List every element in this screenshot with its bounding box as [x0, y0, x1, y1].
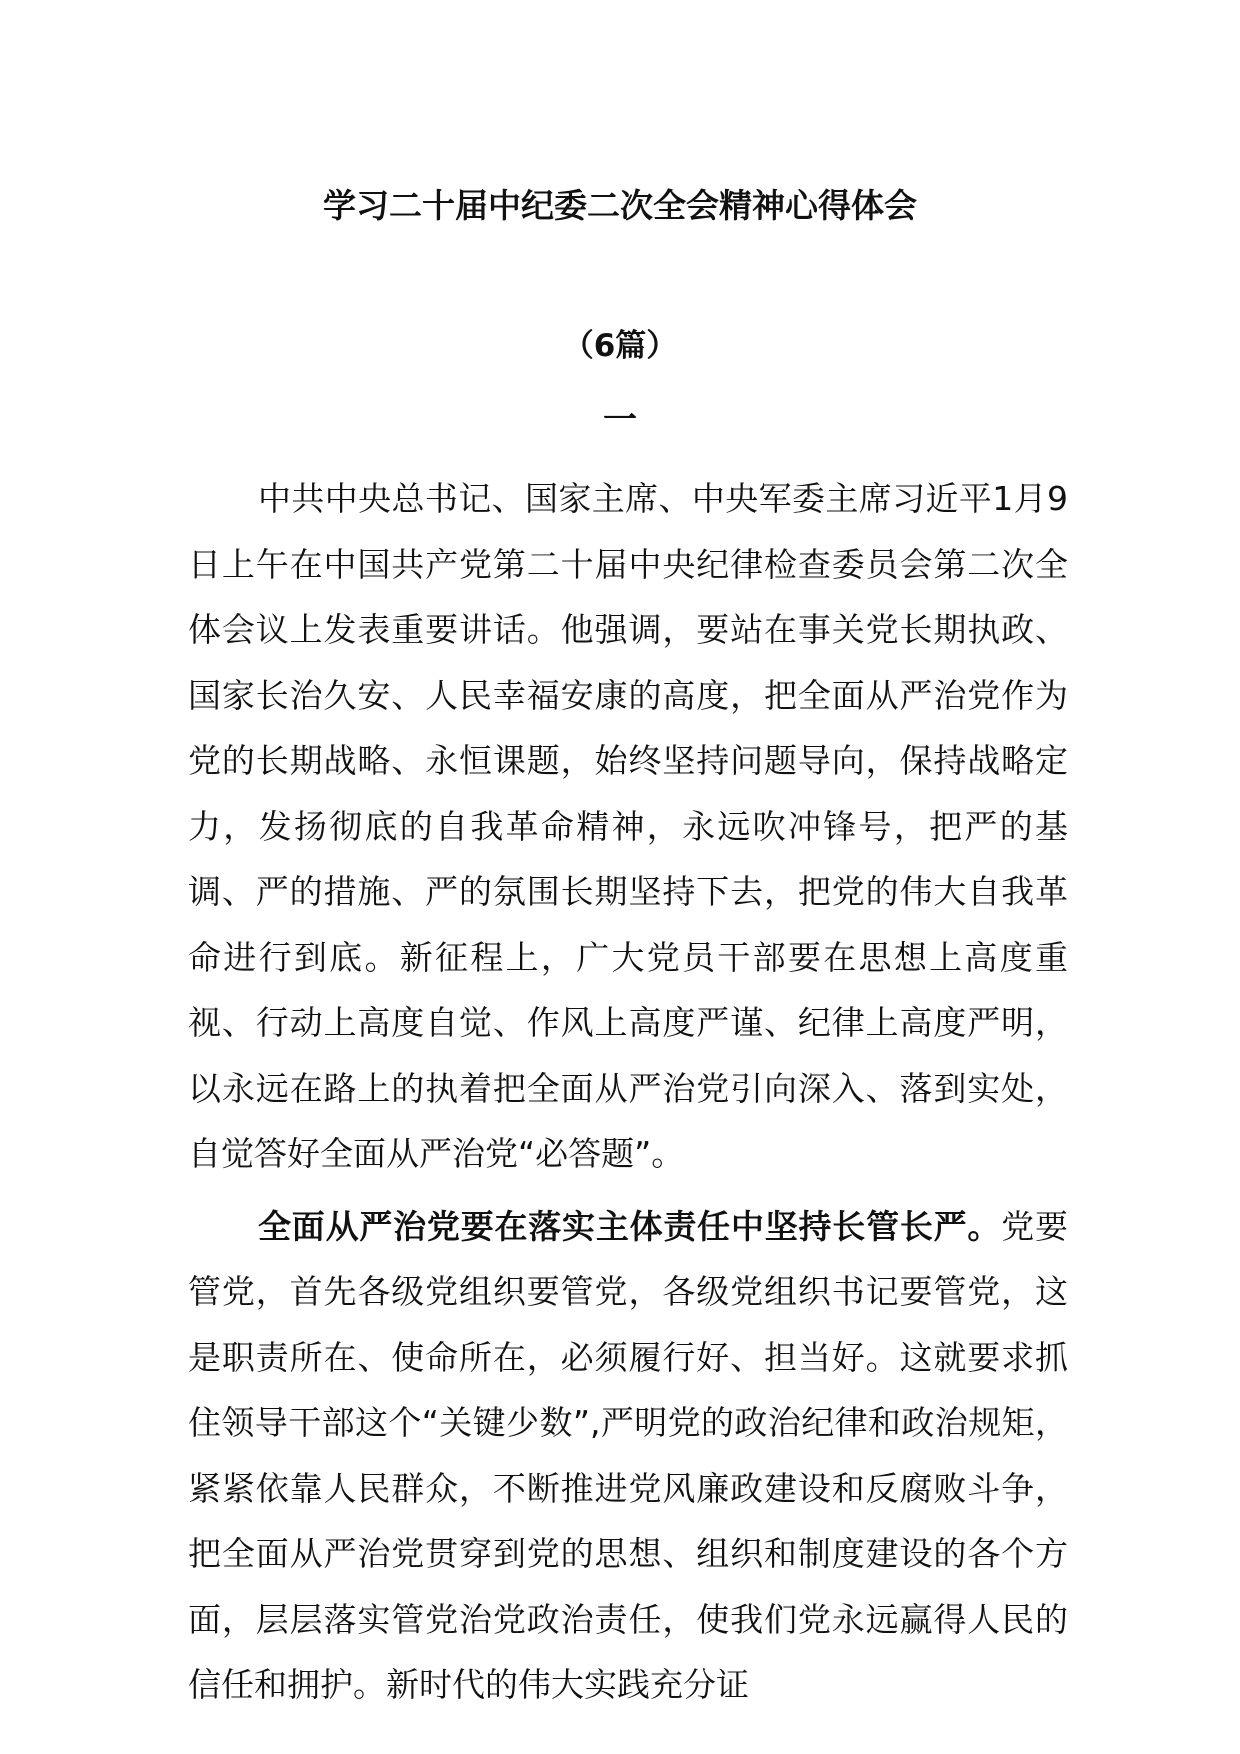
paragraph-1 [188, 466, 1068, 1187]
document-body [188, 466, 1068, 1718]
document-title: 学习二十届中纪委二次全会精神心得体会 [323, 186, 917, 225]
paragraph-2-lead: 全面从严治党要在落实主体责任中坚持长管长严。 [258, 1206, 1002, 1246]
paragraph-2 [188, 1194, 1068, 1718]
section-number: 一 [603, 400, 637, 440]
paragraph-1-text: 中共中央总书记、国家主席、中央军委主席习近平1月9日上午在中国共产党第二十届中央纪律检查委员会第二次全体会议上发表重要讲话。他强调，要站在事关党长期执政、国家长治久安、人民幸福安康的高度，把全面从严治党作为党的长期战略、永恒课题，始终坚持问题导向，保持战略定力，发扬彻底的自我革命精神，永远吹冲锋号，把严的基调、严的措施、严的氛围长期坚持下去，把党的伟大自我革命进行到底。新征程上，广大党员干部要在思想上高度重视、行动上高度自觉、作风上高度严谨、纪律上高度严明，以永远在路上的执着把全面从严治党引向深入、落到实处，自觉答好全面从严治党“必答题”。 [188, 479, 1068, 1173]
paragraph-2-text: 党要管党，首先各级党组织要管党，各级党组织书记要管党，这是职责所在、使命所在，必须履行好、担当好。这就要求抓住领导干部这个“关键少数”,严明党的政治纪律和政治规矩，紧紧依靠人民群众，不断推进党风廉政建设和反腐败斗争，把全面从严治党贯穿到党的思想、组织和制度建设的各个方面，层层落实管党治党政治责任，使我们党永远赢得人民的信任和拥护。新时代的伟大实践充分证 [188, 1206, 1069, 1704]
document-subtitle: （6篇） [562, 328, 678, 364]
